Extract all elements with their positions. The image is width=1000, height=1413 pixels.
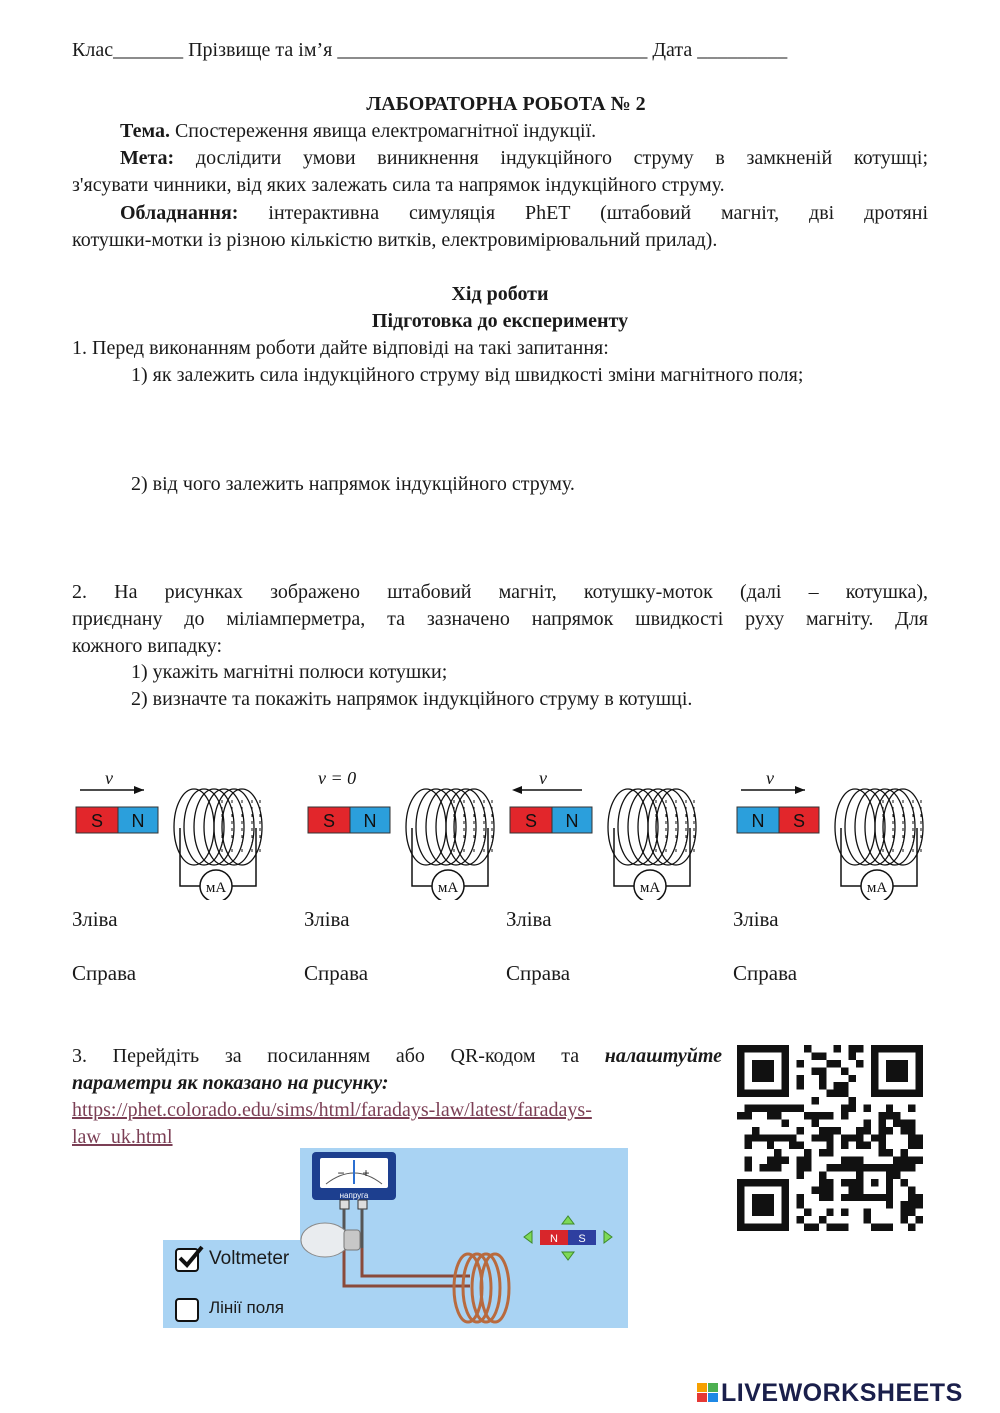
goal-label: Мета: <box>120 147 175 169</box>
caption-right-4: Справа <box>733 961 798 985</box>
phet-simulation-screenshot <box>163 1148 628 1328</box>
magnet-s-label: S <box>578 1233 586 1245</box>
voltmeter-caption: напруга <box>339 1191 369 1200</box>
voltmeter-checkbox[interactable] <box>175 1248 199 1272</box>
diagram-1 <box>72 760 272 900</box>
magnet-left-label: S <box>322 811 336 831</box>
name-label: Прізвище та ім’я <box>188 39 333 61</box>
magnet-left-label: N <box>751 811 765 831</box>
date-label: Дата <box>652 39 693 61</box>
magnet-right-label: N <box>131 811 145 831</box>
milliammeter-label: мA <box>205 880 227 896</box>
wires <box>344 1248 470 1286</box>
task3-bold-2: параметри як показано на рисунку: <box>72 1072 389 1094</box>
magnet-right-label: S <box>792 811 806 831</box>
topic-text: Спостереження явища електромагнітної індукції. <box>174 120 597 142</box>
topic-line <box>120 118 928 145</box>
magnet-left-label: S <box>524 811 538 831</box>
task1-question-1: 1) як залежить сила індукційного струму від швидкості зміни магнітного поля; <box>131 364 804 386</box>
qr-code[interactable] <box>737 1045 923 1231</box>
caption-left-2: Зліва <box>304 907 350 931</box>
velocity-label: v = 0 <box>318 768 357 788</box>
header-line <box>72 37 928 64</box>
liveworksheets-logo: LIVEWORKSHEETS <box>697 1379 963 1408</box>
velocity-label: v⃗ <box>539 768 561 788</box>
task2-item-2: 2) визначте та покажіть напрямок індукційного струму в котушці. <box>131 688 693 710</box>
phet-link-line-1[interactable]: https://phet.colorado.edu/sims/html/faradays-law/latest/faradays- <box>72 1099 592 1121</box>
light-bulb-icon <box>301 1223 349 1257</box>
caption-left-3: Зліва <box>506 907 552 931</box>
diagram-2 <box>304 760 504 900</box>
class-label: Клас <box>72 39 114 61</box>
voltmeter-label: Voltmeter <box>209 1248 290 1269</box>
voltmeter-plus: + <box>362 1166 370 1180</box>
caption-right-3: Справа <box>506 961 571 985</box>
date-blank[interactable]: _________ <box>697 39 788 61</box>
sim-scene <box>300 1148 628 1328</box>
equipment-line-2: котушки-мотки із різною кількістю витків, електровимірювальний прилад). <box>72 229 718 251</box>
magnet-left-label: S <box>90 811 104 831</box>
task2-line-1: 2. На рисунках зображено штабовий магніт, котушку-моток (далі – котушка), <box>72 581 928 603</box>
section-title: Хід роботи <box>451 283 549 305</box>
velocity-label: v⃗ <box>766 768 788 788</box>
milliammeter-label: мA <box>866 880 888 896</box>
page-title: ЛАБОРАТОРНА РОБОТА № 2 <box>366 93 646 115</box>
caption-left-1: Зліва <box>72 907 118 931</box>
topic-label: Тема. <box>120 120 170 142</box>
checkmark-icon <box>176 1244 206 1272</box>
equipment-line-1 <box>120 200 928 227</box>
goal-line-2: з'ясувати чинники, від яких залежать сила та напрямок індукційного струму. <box>72 174 725 196</box>
equipment-text-1: інтерактивна симуляція PhET (штабовий магніт, дві дротяні <box>268 202 929 224</box>
terminal-minus <box>340 1200 349 1209</box>
class-blank[interactable]: _______ <box>113 39 184 61</box>
task3-line-1 <box>72 1043 722 1070</box>
milliammeter-label: мA <box>437 880 459 896</box>
subsection-title: Підготовка до експерименту <box>371 310 629 332</box>
phet-link-line-2[interactable]: law_uk.html <box>72 1126 173 1148</box>
task3-bold-1: налаштуйте <box>604 1045 723 1067</box>
goal-text-1: дослідити умови виникнення індукційного струму в замкненій котушці; <box>195 147 929 169</box>
voltmeter-minus: − <box>337 1166 345 1180</box>
task2-line-3: кожного випадку: <box>72 635 223 657</box>
terminal-plus <box>358 1200 367 1209</box>
milliammeter-label: мA <box>639 880 661 896</box>
magnet-right-label: N <box>363 811 377 831</box>
velocity-label: v⃗ <box>105 768 127 788</box>
diagram-4 <box>733 760 933 900</box>
task1-text: 1. Перед виконанням роботи дайте відповіді на такі запитання: <box>72 337 609 359</box>
task1-question-2: 2) від чого залежить напрямок індукційного струму. <box>131 473 575 495</box>
field-lines-checkbox[interactable] <box>175 1298 199 1322</box>
caption-left-4: Зліва <box>733 907 779 931</box>
caption-right-1: Справа <box>72 961 137 985</box>
magnet-n-label: N <box>550 1233 558 1245</box>
coil-icon <box>454 1254 509 1322</box>
name-blank[interactable]: _______________________________ <box>337 39 648 61</box>
task2-line-2: приєднану до міліамперметра, та зазначено напрямок швидкості руху магніту. Для <box>72 608 928 630</box>
liveworksheets-icon <box>697 1382 719 1404</box>
goal-line-1 <box>120 145 928 172</box>
task2-item-1: 1) укажіть магнітні полюси котушки; <box>131 661 448 683</box>
equipment-label: Обладнання: <box>120 202 239 224</box>
field-lines-label: Лінії поля <box>209 1298 284 1317</box>
magnet-right-label: N <box>565 811 579 831</box>
task3-text: 3. Перейдіть за посиланням або QR-кодом та <box>72 1045 580 1067</box>
bar-magnet[interactable] <box>540 1230 596 1245</box>
diagram-3 <box>506 760 706 900</box>
caption-right-2: Справа <box>304 961 369 985</box>
